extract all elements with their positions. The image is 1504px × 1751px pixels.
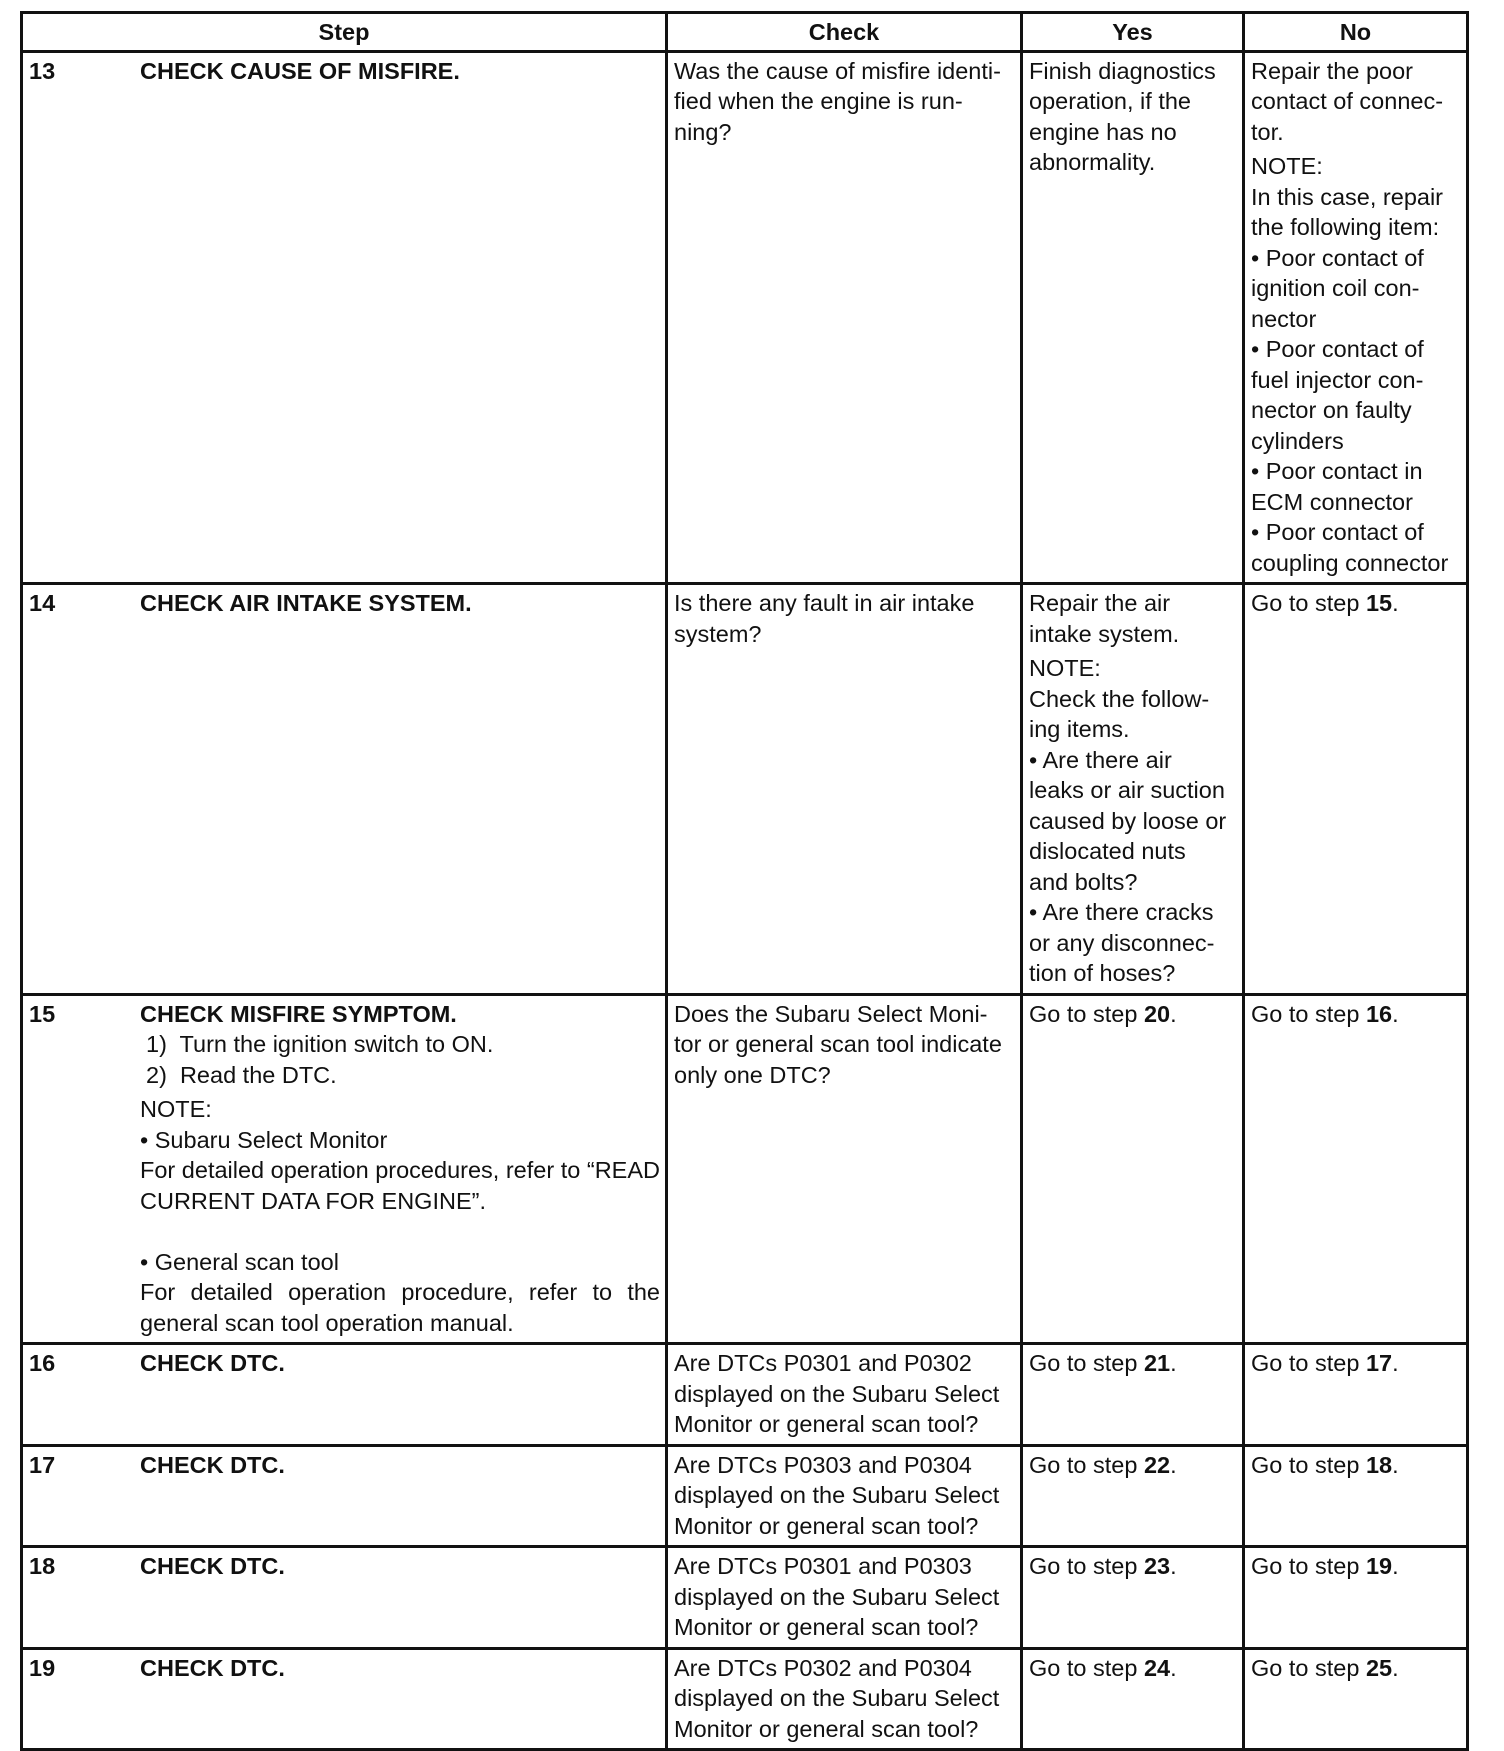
no-step-ref: 18 [1365, 1451, 1393, 1478]
no-line: contact of connec- [1251, 88, 1444, 114]
no-suffix: . [1392, 590, 1399, 616]
no-prefix: Go to step [1251, 1350, 1366, 1376]
check-line: Does the Subaru Select Moni- [674, 1000, 988, 1027]
step-cell [22, 584, 667, 995]
yes-note-line: • Are there cracks [1029, 899, 1214, 925]
no-step-ref: 17 [1365, 1350, 1393, 1376]
yes-cell [1022, 1445, 1244, 1547]
check-line: Monitor or general scan tool? [674, 1715, 979, 1742]
table-row [22, 1547, 1468, 1649]
step-number: 14 [29, 590, 56, 616]
table-row [22, 1445, 1468, 1547]
no-note-line: • Poor contact of [1251, 336, 1424, 362]
no-prefix: Go to step [1251, 1451, 1366, 1478]
no-suffix: . [1392, 1000, 1399, 1027]
no-cell [1244, 1547, 1468, 1649]
table-row [22, 1344, 1468, 1446]
note-item: • General scan tool [140, 1248, 339, 1275]
no-step-ref: 15 [1365, 590, 1393, 616]
yes-prefix: Go to step [1029, 1000, 1144, 1027]
diagnostic-table [20, 11, 1469, 1751]
note-text: For detailed operation procedure, refer to the general scan tool operation manual. [140, 1279, 660, 1336]
yes-suffix: . [1170, 1451, 1177, 1478]
note-label: NOTE: [140, 1096, 212, 1122]
yes-step-ref: 21 [1143, 1350, 1171, 1376]
no-note-line: fuel injector con- [1251, 366, 1424, 393]
header-no: No [1244, 13, 1468, 52]
step-title: CHECK MISFIRE SYMPTOM. [140, 1000, 457, 1027]
yes-line: operation, if the [1029, 88, 1191, 114]
yes-cell [1022, 1547, 1244, 1649]
no-step-ref: 25 [1365, 1654, 1393, 1681]
step-title: CHECK CAUSE OF MISFIRE. [140, 57, 460, 84]
step-cell [22, 994, 667, 1344]
step-number: 17 [29, 1451, 56, 1478]
step-title: CHECK DTC. [140, 1350, 285, 1376]
header-step: Step [22, 13, 667, 52]
check-cell [667, 994, 1022, 1344]
check-line: Was the cause of misfire identi- [674, 57, 1001, 84]
note-text: For detailed operation procedures, refer to “READ CURRENT DATA FOR ENGINE”. [140, 1157, 660, 1214]
yes-line: intake system. [1029, 620, 1180, 647]
yes-note-line: ing items. [1029, 716, 1130, 742]
step-number: 18 [29, 1553, 56, 1579]
yes-note-line: caused by loose or [1029, 807, 1227, 834]
check-cell [667, 584, 1022, 995]
yes-note-line: Check the follow- [1029, 685, 1210, 712]
yes-suffix: . [1170, 1000, 1177, 1027]
yes-note-line: tion of hoses? [1029, 960, 1176, 986]
yes-step-ref: 20 [1143, 1000, 1171, 1027]
yes-prefix: Go to step [1029, 1553, 1144, 1579]
check-line: Monitor or general scan tool? [674, 1512, 979, 1539]
yes-cell [1022, 1344, 1244, 1446]
step-title: CHECK DTC. [140, 1654, 285, 1681]
check-line: Are DTCs P0301 and P0303 [674, 1553, 972, 1579]
no-note-line: In this case, repair [1251, 183, 1444, 210]
yes-note-line: • Are there air [1029, 746, 1172, 773]
no-note-line: • Poor contact in [1251, 458, 1423, 484]
yes-step-ref: 24 [1143, 1654, 1171, 1681]
no-cell [1244, 51, 1468, 584]
check-line: tor or general scan tool indicate [674, 1031, 1002, 1057]
check-line: Are DTCs P0302 and P0304 [674, 1654, 972, 1681]
yes-line: Finish diagnostics [1029, 57, 1216, 84]
step-title: CHECK DTC. [140, 1451, 285, 1478]
yes-suffix: . [1170, 1350, 1177, 1376]
yes-note-line: leaks or air suction [1029, 777, 1225, 803]
header-row [22, 13, 1468, 52]
yes-line: abnormality. [1029, 149, 1156, 175]
no-step-ref: 16 [1365, 1000, 1393, 1027]
no-cell [1244, 1648, 1468, 1750]
no-suffix: . [1392, 1451, 1399, 1478]
yes-suffix: . [1170, 1553, 1177, 1579]
check-line: system? [674, 620, 762, 647]
yes-line: Repair the air [1029, 590, 1171, 616]
sub-step: 1) Turn the ignition switch to ON. [146, 1031, 494, 1057]
yes-note-line: and bolts? [1029, 868, 1138, 895]
check-line: Is there any fault in air intake [674, 590, 975, 616]
no-suffix: . [1392, 1350, 1399, 1376]
yes-cell [1022, 994, 1244, 1344]
no-prefix: Go to step [1251, 1654, 1366, 1681]
step-cell [22, 1344, 667, 1446]
check-line: ning? [674, 118, 732, 145]
step-number: 16 [29, 1350, 56, 1376]
check-line: displayed on the Subaru Select [674, 1482, 1000, 1508]
no-prefix: Go to step [1251, 590, 1366, 616]
table-row [22, 51, 1468, 584]
sub-step: 2) Read the DTC. [146, 1061, 337, 1088]
no-cell [1244, 1445, 1468, 1547]
check-line: Monitor or general scan tool? [674, 1614, 979, 1640]
header-check: Check [667, 13, 1022, 52]
yes-note-line: dislocated nuts [1029, 838, 1186, 864]
yes-cell [1022, 584, 1244, 995]
check-cell [667, 1445, 1022, 1547]
no-note-line: nector on faulty [1251, 397, 1412, 423]
check-line: displayed on the Subaru Select [674, 1380, 1000, 1407]
check-cell [667, 1344, 1022, 1446]
yes-prefix: Go to step [1029, 1451, 1144, 1478]
no-line: Repair the poor [1251, 57, 1413, 84]
step-title: CHECK DTC. [140, 1553, 285, 1579]
no-note-line: cylinders [1251, 427, 1344, 454]
no-note-line: ignition coil con- [1251, 275, 1420, 301]
check-line: displayed on the Subaru Select [674, 1685, 1000, 1711]
step-number: 13 [29, 57, 56, 84]
check-cell [667, 1648, 1022, 1750]
step-title: CHECK AIR INTAKE SYSTEM. [140, 590, 472, 616]
no-note-line: the following item: [1251, 214, 1440, 240]
yes-prefix: Go to step [1029, 1350, 1144, 1376]
no-prefix: Go to step [1251, 1553, 1366, 1579]
no-note-line: • Poor contact of [1251, 244, 1424, 271]
no-cell [1244, 584, 1468, 995]
no-note-line: ECM connector [1251, 488, 1413, 515]
no-prefix: Go to step [1251, 1000, 1366, 1027]
yes-note-label: NOTE: [1029, 655, 1101, 681]
step-cell [22, 51, 667, 584]
check-line: Are DTCs P0303 and P0304 [674, 1451, 972, 1478]
yes-prefix: Go to step [1029, 1654, 1144, 1681]
no-suffix: . [1392, 1553, 1399, 1579]
no-cell [1244, 994, 1468, 1344]
table-row [22, 1648, 1468, 1750]
yes-cell [1022, 51, 1244, 584]
step-cell [22, 1445, 667, 1547]
check-line: displayed on the Subaru Select [674, 1583, 1000, 1610]
step-number: 19 [29, 1654, 56, 1681]
no-suffix: . [1392, 1654, 1399, 1681]
yes-step-ref: 22 [1143, 1451, 1171, 1478]
note-item: • Subaru Select Monitor [140, 1126, 388, 1153]
step-cell [22, 1648, 667, 1750]
check-cell [667, 1547, 1022, 1649]
step-number: 15 [29, 1000, 56, 1027]
no-line: tor. [1251, 118, 1284, 145]
check-line: Are DTCs P0301 and P0302 [674, 1350, 972, 1376]
yes-line: engine has no [1029, 118, 1177, 145]
check-line: Monitor or general scan tool? [674, 1411, 979, 1437]
no-note-line: • Poor contact of [1251, 519, 1424, 545]
yes-note-line: or any disconnec- [1029, 929, 1215, 956]
no-note-line: nector [1251, 305, 1317, 332]
table-row [22, 994, 1468, 1344]
check-line: fied when the engine is run- [674, 88, 963, 114]
yes-step-ref: 23 [1143, 1553, 1171, 1579]
no-note-line: coupling connector [1251, 549, 1449, 576]
check-line: only one DTC? [674, 1061, 831, 1088]
yes-suffix: . [1170, 1654, 1177, 1681]
check-cell [667, 51, 1022, 584]
blank-line [140, 1216, 660, 1247]
no-step-ref: 19 [1365, 1553, 1393, 1579]
header-yes: Yes [1022, 13, 1244, 52]
yes-cell [1022, 1648, 1244, 1750]
no-note-label: NOTE: [1251, 153, 1323, 179]
step-cell [22, 1547, 667, 1649]
no-cell [1244, 1344, 1468, 1446]
table-row [22, 584, 1468, 995]
